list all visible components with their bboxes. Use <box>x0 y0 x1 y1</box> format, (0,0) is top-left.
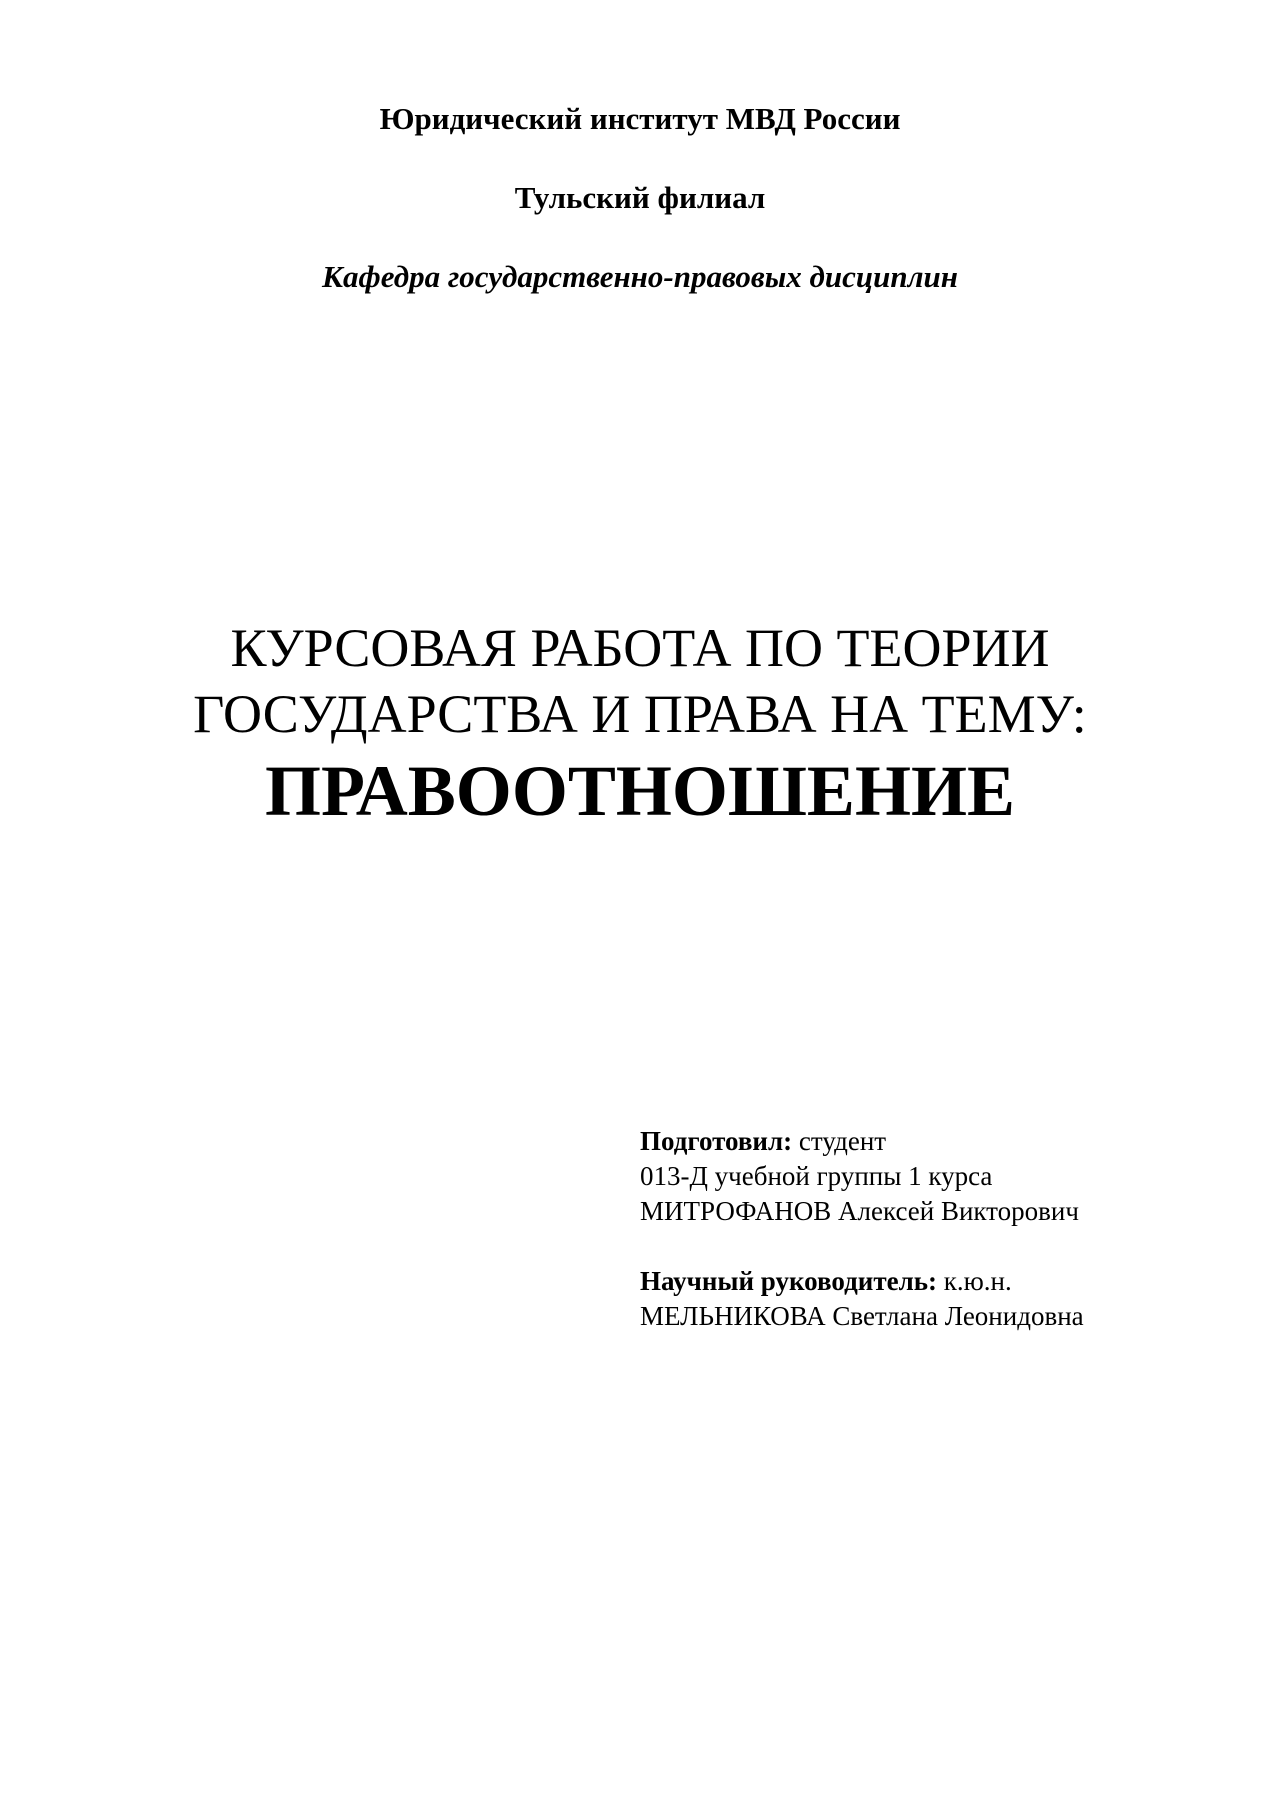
author-group: 013-Д учебной группы 1 курса <box>640 1161 993 1191</box>
author-line <box>640 1124 1084 1159</box>
credits-block <box>640 1124 1084 1334</box>
branch-name: Тульский филиал <box>514 180 766 215</box>
work-title-line-2: ГОСУДАРСТВА И ПРАВА НА ТЕМУ: <box>193 684 1087 744</box>
supervisor-name: МЕЛЬНИКОВА Светлана Леонидовна <box>640 1301 1084 1331</box>
department-name: Кафедра государственно-правовых дисциплин <box>322 259 958 294</box>
supervisor-degree: к.ю.н. <box>943 1266 1012 1296</box>
work-topic: ПРАВООТНОШЕНИЕ <box>265 751 1015 831</box>
credits-spacer <box>640 1229 1084 1264</box>
author-label: Подготовил: <box>640 1126 793 1156</box>
author-name: МИТРОФАНОВ Алексей Викторович <box>640 1196 1079 1226</box>
work-title-line-1: КУРСОВАЯ РАБОТА ПО ТЕОРИИ <box>230 618 1050 678</box>
supervisor-line <box>640 1264 1084 1299</box>
author-role: студент <box>798 1126 887 1156</box>
institute-name: Юридический институт МВД России <box>379 101 901 136</box>
supervisor-label: Научный руководитель: <box>640 1266 937 1296</box>
